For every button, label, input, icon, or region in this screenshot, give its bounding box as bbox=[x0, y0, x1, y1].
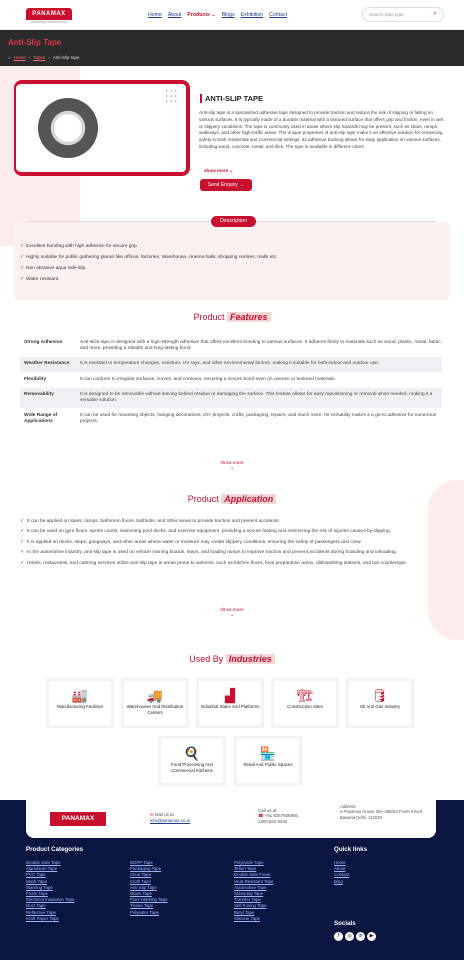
industry-label: Food Processing And Commercial Kitchens bbox=[171, 762, 213, 773]
stairs-icon: ▟ bbox=[225, 688, 235, 703]
search-icon[interactable]: ⌕ bbox=[433, 11, 437, 17]
store-icon: 🏪 bbox=[259, 746, 277, 761]
instagram-icon[interactable]: ◎ bbox=[345, 932, 354, 941]
features-heading bbox=[0, 312, 464, 322]
check-icon: ✓ bbox=[20, 266, 25, 271]
footer-address bbox=[340, 804, 430, 820]
industry-card[interactable] bbox=[234, 736, 302, 786]
footer-col-1 bbox=[26, 860, 75, 922]
facebook-icon[interactable]: f bbox=[334, 932, 343, 941]
footer-link[interactable]: PVC Tape bbox=[26, 872, 46, 878]
feature-value: It is designed to be removable without leaving behind residue or damaging the surface. This feature allows for easy repositioning or removal when needed, making it a versatile solution. bbox=[80, 391, 433, 404]
feature-name: Strong Adhesion bbox=[24, 340, 63, 345]
product-description: Anti-slip tape is a specialized adhesive tape designed to provide traction and reduce the risk of slipping or falling on various surfaces. It is typically made of a durable material with a textured surface that offers grip and friction, even in wet or slippery conditions. The tape is commonly used in areas where slip hazards may be present, such as stairs, ramps, walkways, and other high-traffic areas. The unique properties of anti-slip tape make it an effective solution for enhancing safety in both residential and commercial settings. Its adhesive backing allows for easy application on various surfaces, including wood, concrete, metal, and tiles. The tape is available in different colors bbox=[199, 110, 444, 149]
footer-link[interactable]: Transfer Tape bbox=[234, 897, 261, 903]
product-title: ANTI-SLIP TAPE bbox=[200, 94, 263, 103]
feature-name: Wide Range of Applications bbox=[24, 413, 58, 425]
nav-products[interactable]: Products ⌄ bbox=[187, 12, 216, 18]
heading-prefix: Used By bbox=[189, 654, 224, 664]
table-row bbox=[20, 388, 442, 409]
industry-card[interactable] bbox=[271, 678, 339, 728]
industry-card[interactable] bbox=[46, 678, 114, 728]
nav-home[interactable]: Home bbox=[148, 12, 162, 18]
footer-link[interactable]: Automotive Tape bbox=[234, 884, 267, 890]
list-item bbox=[20, 255, 277, 260]
product-image bbox=[38, 98, 98, 158]
mail-link[interactable]: info@panamax.co.in bbox=[150, 818, 191, 823]
bullet-text: Excellent bonding with high adhesive for secure grip. bbox=[26, 244, 139, 249]
footer-link[interactable]: Teflon Tape bbox=[234, 866, 257, 872]
feature-value: It is resistant to temperature changes, moisture, UV rays, and other environmental factors, making it suitable for both indoor and outdoor use. bbox=[80, 361, 380, 367]
bullet-text: Non abrasive aqua safe slip. bbox=[26, 266, 87, 271]
footer-link[interactable]: Self Fusing Tape bbox=[234, 903, 267, 909]
phone-link[interactable]: +91 9267906906, bbox=[264, 813, 300, 819]
heading-prefix: Product bbox=[187, 494, 219, 504]
footer-link[interactable]: Home bbox=[334, 860, 346, 865]
footer-mail bbox=[150, 812, 190, 823]
site-header bbox=[0, 0, 464, 30]
description-panel bbox=[14, 218, 450, 300]
decor-dots: • • • • • • • • • bbox=[166, 88, 178, 103]
show-more-label: show more bbox=[220, 461, 244, 466]
list-item: ✓ It can be used on gym floors, sports courts, swimming pool decks, and exercise equipment, providing a secure footing and minimizing the risk of injuries caused by slipping. bbox=[20, 529, 446, 535]
show-more-label: show more bbox=[220, 608, 244, 613]
footer-col-3 bbox=[234, 860, 273, 922]
search-placeholder: Search tape type bbox=[369, 12, 404, 17]
phone-link[interactable]: 1800 843 8045 bbox=[258, 818, 288, 824]
main-nav bbox=[148, 12, 287, 18]
list-item bbox=[20, 266, 87, 271]
industry-label: Construction Sites bbox=[287, 704, 323, 709]
footer-link[interactable]: Blog bbox=[334, 878, 343, 884]
heading-highlight: Features bbox=[227, 312, 271, 322]
footer-link[interactable]: Tissue Tape bbox=[130, 903, 154, 909]
industry-label: Retail And Public Spaces bbox=[243, 762, 293, 767]
call-label: Call us at: bbox=[258, 808, 278, 813]
industry-card[interactable] bbox=[121, 678, 189, 728]
product-categories-title: Product Categories bbox=[26, 846, 84, 853]
nav-blogs[interactable]: Blogs bbox=[221, 12, 235, 18]
check-icon: ✓ bbox=[20, 244, 25, 249]
footer-link[interactable]: Mask Tape bbox=[26, 878, 48, 884]
quick-links-title: Quick links bbox=[334, 846, 368, 853]
footer-link[interactable]: Kraft Paper Tape bbox=[26, 915, 59, 921]
nav-products-label: Products bbox=[187, 12, 210, 18]
youtube-icon[interactable]: ▶ bbox=[367, 932, 376, 941]
nav-about[interactable]: About bbox=[167, 12, 182, 18]
list-item bbox=[20, 244, 138, 249]
heading-highlight: Application bbox=[221, 494, 276, 504]
footer-link[interactable]: Anti Slip Tape bbox=[130, 884, 157, 890]
check-icon: ✓ bbox=[20, 277, 25, 282]
heading-prefix: Product bbox=[193, 312, 225, 322]
industry-label: Manufacturing Facilities bbox=[56, 704, 104, 709]
footer-phone bbox=[258, 808, 299, 824]
factory-icon: 🏭 bbox=[71, 688, 89, 703]
footer-link[interactable]: Double Side Tape bbox=[26, 860, 61, 865]
footer-link[interactable]: Heat Resistant Tape bbox=[234, 878, 274, 884]
linkedin-icon[interactable]: in bbox=[356, 932, 365, 941]
industry-card[interactable] bbox=[346, 678, 414, 728]
nav-exhibition[interactable]: Exhibition bbox=[240, 12, 264, 18]
footer-link[interactable]: Floor Marking Tape bbox=[130, 897, 168, 903]
logo-tagline: WE MAKE THINGS STICK bbox=[31, 20, 67, 24]
table-row bbox=[20, 373, 442, 388]
list-item: ✓ Hotels, restaurants, and catering services utilize anti-slip tape in areas prone to wetness, such as kitchen floors, food preparation areas, dishwashing stations, and bar countertops. bbox=[20, 561, 446, 567]
list-item bbox=[20, 277, 59, 282]
table-row bbox=[20, 409, 442, 430]
feature-name: Flexibility bbox=[24, 376, 47, 382]
footer-link[interactable]: About bbox=[334, 866, 346, 872]
feature-value: It can be used for mounting objects, hanging decorations, DIY projects, crafts, packaging, repairs, and much more. Its versatility makes it a go-to adhesive for numerous projects. bbox=[80, 413, 437, 425]
breadcrumb-tapes[interactable]: Tapes bbox=[33, 55, 46, 60]
check-icon: ✓ bbox=[20, 255, 25, 260]
feature-name: Removability bbox=[24, 391, 54, 397]
mail-icon: ✉ bbox=[150, 812, 154, 817]
feature-value: Anti-slick tape is designed with a high-strength adhesive that offers excellent bonding to various surfaces. It adheres firmly to materials such as wood, plastic, metal, fabric, and more, providing a reliable and long-lasting bond. bbox=[80, 340, 442, 352]
feature-value: It can conform to irregular surfaces, curves, and contours, ensuring a secure bond even on uneven or textured materials. bbox=[80, 376, 336, 382]
contact-bar bbox=[26, 800, 436, 838]
footer-link[interactable]: Foam Tape bbox=[26, 891, 48, 897]
list-item: ✓ It can be applied on stairs, ramps, bathroom floors, bathtubs, and other areas to provide traction and prevent accidents bbox=[20, 519, 446, 525]
breadcrumb-home[interactable]: Home bbox=[13, 55, 26, 60]
search-input[interactable] bbox=[362, 7, 444, 22]
address-text: Panamax House 35A-35B/54 Pooth Khurd Bawana Delhi, 110039 bbox=[340, 809, 423, 820]
list-item: ✓ In the automotive industry, anti-slip tape is used on vehicle running boards, steps, and loading ramps to improve traction and prevent accidents during boarding and unloading. bbox=[20, 550, 446, 556]
industry-card[interactable] bbox=[196, 678, 264, 728]
bullet-text: Highly suitable for public gathering places like offices, factories, Warehouse, cinema halls, shopping centres, malls etc. bbox=[26, 255, 278, 260]
footer-link[interactable]: Packaging Tape bbox=[130, 866, 162, 872]
footer-link[interactable]: Cloth Tape bbox=[130, 878, 151, 884]
footer-logo[interactable]: PANAMAX bbox=[50, 812, 106, 826]
industry-card[interactable] bbox=[158, 736, 226, 786]
footer-link[interactable]: Glass Tape bbox=[130, 891, 152, 897]
footer-link[interactable]: Electrical Insulation Tape bbox=[26, 897, 75, 903]
industry-label: Warehouses And Distribution Centers bbox=[126, 704, 184, 715]
footer-link[interactable]: Stamping Tape bbox=[234, 891, 264, 897]
application-heading bbox=[0, 494, 464, 504]
send-enquiry-button[interactable]: Send Enquiry → bbox=[200, 179, 252, 191]
show-more-link[interactable]: show more ⌄ bbox=[204, 168, 234, 173]
phone-icon: ☎ bbox=[258, 813, 264, 819]
footer-link[interactable]: Clear Tape bbox=[130, 872, 152, 878]
features-show-more[interactable]: show more ⌄ bbox=[220, 461, 244, 471]
footer-col-2 bbox=[130, 860, 168, 916]
description-tab[interactable]: Description bbox=[211, 216, 256, 227]
nav-contact[interactable]: Contact bbox=[269, 12, 288, 18]
address-label: Address: bbox=[340, 804, 357, 809]
industries-heading bbox=[0, 654, 464, 664]
product-image-card bbox=[14, 80, 190, 176]
location-icon: ⌖ bbox=[340, 809, 343, 815]
footer-link[interactable]: Warning Tape bbox=[26, 884, 53, 890]
heading-highlight: Industries bbox=[226, 654, 275, 664]
breadcrumb: ⌂ Home › Tapes › Anti-Slip tape bbox=[8, 55, 80, 60]
footer-quick-links bbox=[334, 860, 349, 885]
footer-link[interactable]: Reflective Tape bbox=[26, 909, 56, 915]
table-row bbox=[20, 357, 442, 372]
industry-label: Industrial Stairs And Platforms bbox=[200, 704, 260, 709]
industry-label: Oil And Gas Industry bbox=[359, 704, 401, 709]
footer-link[interactable]: Contact bbox=[334, 872, 350, 878]
features-table bbox=[20, 336, 442, 431]
footer-link[interactable]: Butyl Tape bbox=[234, 909, 255, 915]
application-show-more[interactable]: show more ⌄ bbox=[220, 608, 244, 618]
footer-link[interactable]: BOPP Tape bbox=[130, 860, 153, 865]
show-more-label: show more bbox=[204, 168, 229, 173]
socials-title: Socials bbox=[334, 920, 356, 927]
construction-icon: 🏗 bbox=[296, 688, 314, 703]
footer-link[interactable]: Silicone Tape bbox=[234, 915, 261, 921]
kitchen-icon: 🍳 bbox=[183, 746, 201, 761]
page-banner bbox=[0, 30, 464, 66]
footer-link[interactable]: Polyester Tape bbox=[130, 909, 159, 915]
footer-link[interactable]: Double Side Foam bbox=[234, 872, 271, 878]
feature-name: Weather Resistance bbox=[24, 361, 70, 367]
list-item: ✓ It is applied on decks, steps, gangways, and other areas where water or moisture may create slippery conditions, ensuring the safety of passengers and crew. bbox=[20, 540, 446, 546]
table-row bbox=[20, 336, 442, 357]
truck-icon: 🚚 bbox=[146, 688, 164, 703]
page-title: Anti-Slip Tape bbox=[8, 38, 62, 47]
home-icon: ⌂ bbox=[8, 55, 11, 60]
footer-link[interactable]: Polyimide Tape bbox=[234, 860, 264, 865]
application-list bbox=[20, 519, 446, 571]
panamax-logo[interactable]: PANAMAX bbox=[26, 8, 72, 20]
social-icons bbox=[334, 932, 376, 941]
breadcrumb-current: Anti-Slip tape bbox=[52, 55, 80, 60]
oil-icon: 🛢 bbox=[371, 688, 389, 703]
bullet-text: Water resistant. bbox=[26, 277, 60, 282]
footer-link[interactable]: Aluminium Tape bbox=[26, 866, 58, 872]
mail-label: Mail us at: bbox=[154, 812, 175, 817]
footer-link[interactable]: Duct Tape bbox=[26, 903, 46, 909]
